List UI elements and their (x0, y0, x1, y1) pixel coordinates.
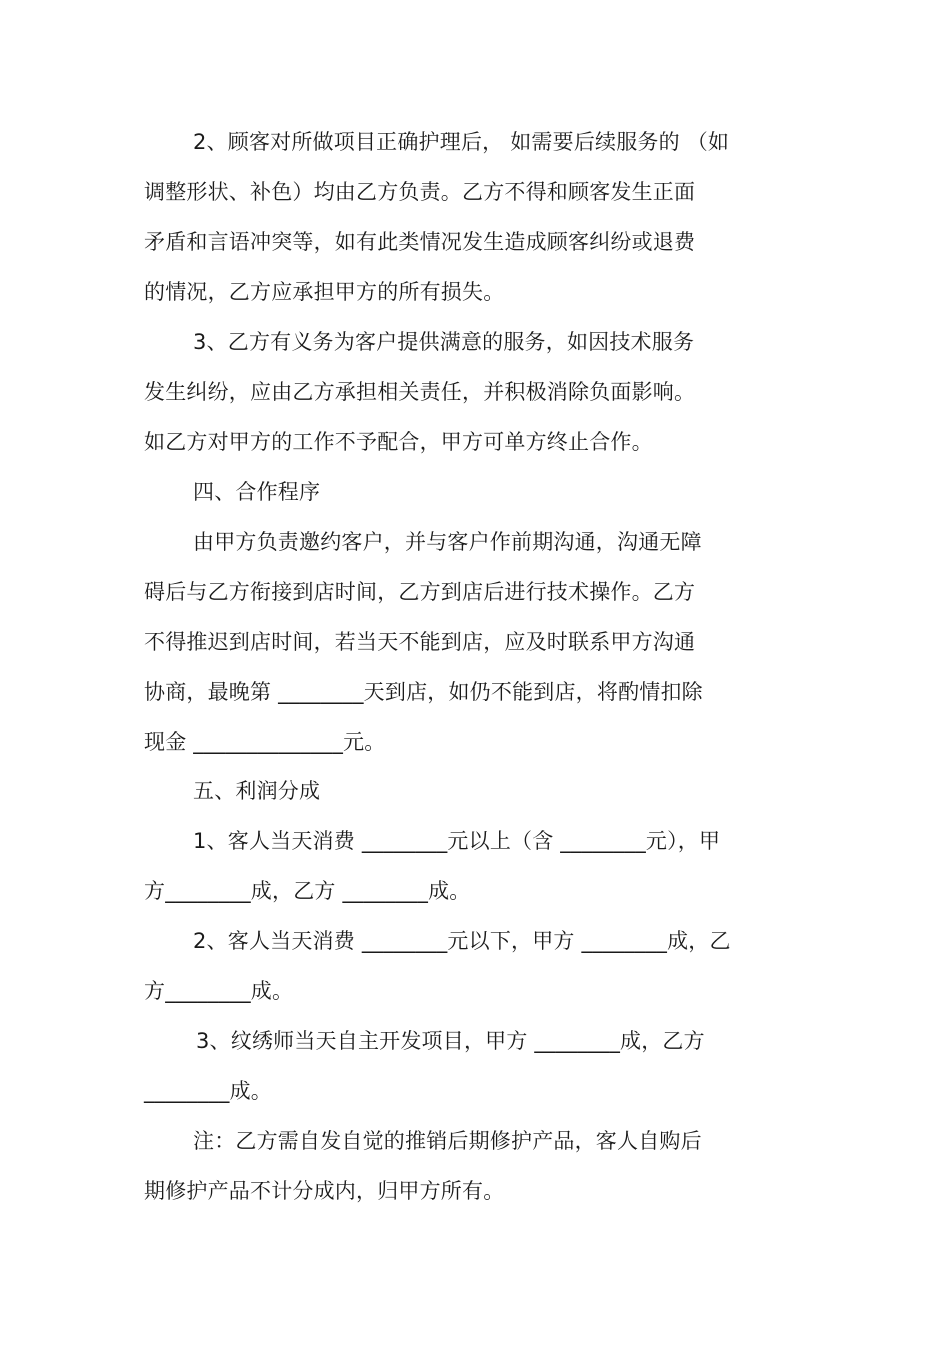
text-line: 1、客人当天消费 ________元以上（含 ________元），甲 (193, 829, 721, 853)
text-line: 发生纠纷，应由乙方承担相关责任，并积极消除负面影响。 (144, 380, 696, 404)
section-heading: 四、合作程序 (193, 480, 321, 504)
text-line: 2、顾客对所做项目正确护理后， 如需要后续服务的 （如 (193, 130, 730, 154)
text-line: 方________成。 (144, 979, 294, 1003)
text-line: 矛盾和言语冲突等，如有此类情况发生造成顾客纠纷或退费 (144, 230, 696, 254)
text-line: ________成。 (144, 1079, 272, 1103)
text-line: 碍后与乙方衔接到店时间，乙方到店后进行技术操作。乙方 (144, 580, 696, 604)
text-line: 3、纹绣师当天自主开发项目，甲方 ________成，乙方 (196, 1029, 705, 1053)
section-heading: 五、利润分成 (193, 779, 321, 803)
text-line: 3、乙方有义务为客户提供满意的服务，如因技术服务 (193, 330, 695, 354)
text-line: 注：乙方需自发自觉的推销后期修护产品，客人自购后 (193, 1129, 702, 1153)
text-line: 如乙方对甲方的工作不予配合，甲方可单方终止合作。 (144, 430, 653, 454)
text-line: 协商，最晚第 ________天到店，如仍不能到店，将酌情扣除 (144, 680, 703, 704)
text-line: 方________成，乙方 ________成。 (144, 879, 471, 903)
text-line: 现金 ______________元。 (144, 730, 386, 754)
text-line: 调整形状、补色）均由乙方负责。乙方不得和顾客发生正面 (144, 180, 696, 204)
text-line: 的情况，乙方应承担甲方的所有损失。 (144, 280, 505, 304)
text-line: 期修护产品不计分成内，归甲方所有。 (144, 1179, 505, 1203)
text-line: 由甲方负责邀约客户，并与客户作前期沟通，沟通无障 (193, 530, 702, 554)
text-line: 2、客人当天消费 ________元以下，甲方 ________成，乙 (193, 929, 731, 953)
text-line: 不得推迟到店时间，若当天不能到店，应及时联系甲方沟通 (144, 630, 696, 654)
